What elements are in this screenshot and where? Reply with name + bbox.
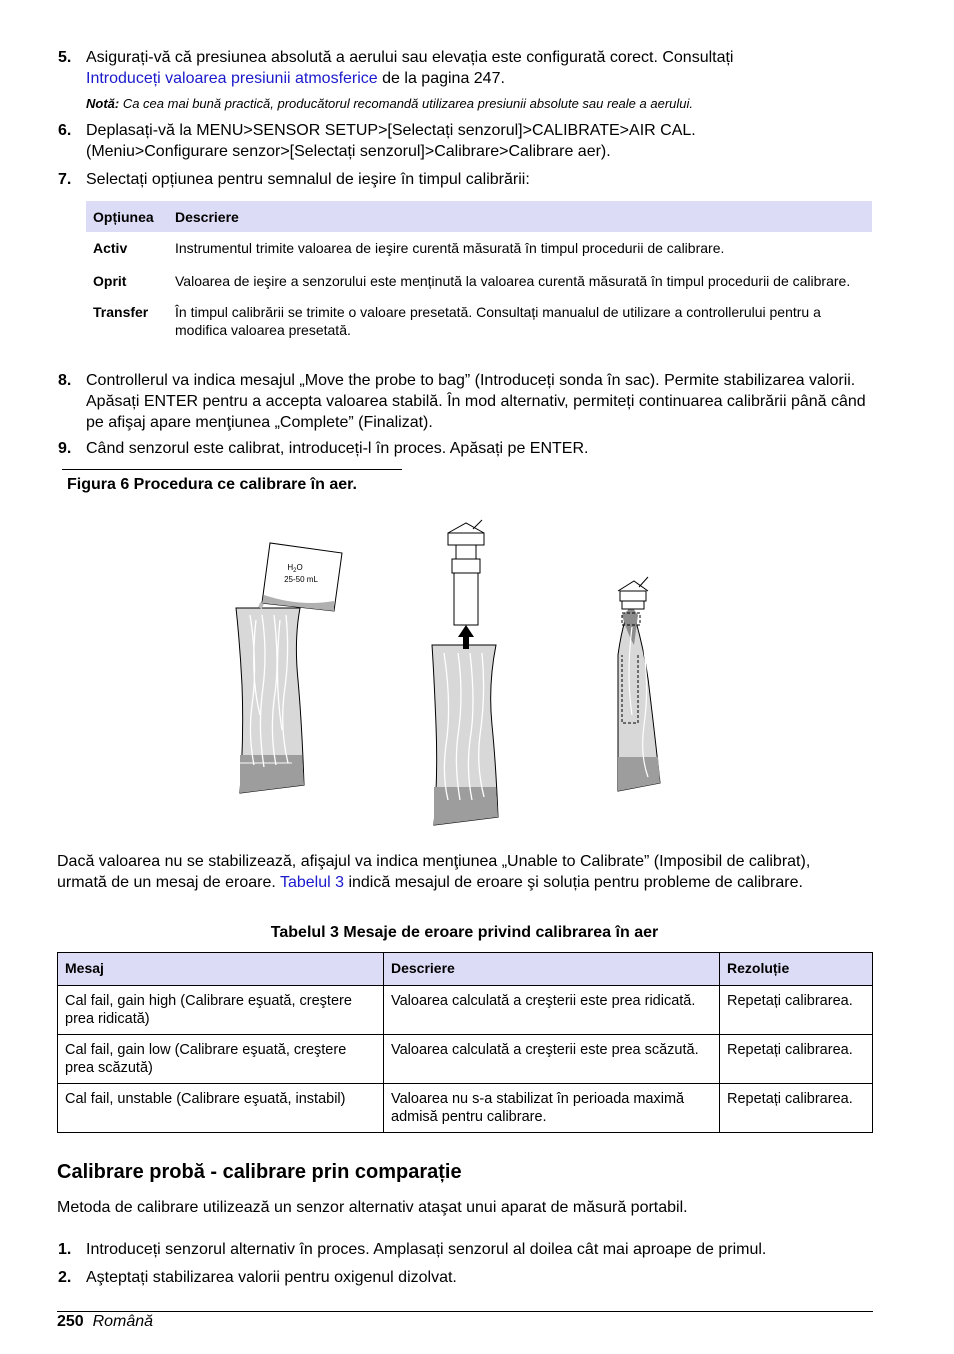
table-row — [86, 296, 872, 345]
options-table-header — [86, 201, 872, 232]
header-resolution: Rezoluție — [720, 953, 873, 986]
figure-rule — [62, 469, 402, 470]
step-5 — [58, 47, 878, 89]
error-description: Valoarea calculată a creşterii este prea scăzută. — [384, 1035, 720, 1084]
footer-language: Română — [92, 1313, 154, 1330]
header-description: Descriere — [168, 201, 872, 232]
option-description: Valoarea de ieşire a senzorului este menținută la valoarea curentă măsurată în timpul procedurii de calibrare. — [175, 273, 851, 289]
step-text-line1: Deplasați-vă la MENU>SENSOR SETUP>[Selectați senzorul]>CALIBRATE>AIR CAL. — [86, 122, 696, 139]
option-description: În timpul calibrării se trimite o valoare presetată. Consultați manualul de utilizare a controllerului pentru a modifica valoarea presetată. — [175, 304, 821, 338]
error-resolution: Repetați calibrarea. — [720, 986, 873, 1035]
table-row — [58, 1084, 873, 1133]
calibration-paragraph — [57, 851, 857, 893]
option-name: Oprit — [93, 273, 127, 289]
bag-with-probe-icon — [432, 520, 498, 825]
step-6 — [58, 120, 878, 162]
section-title: Calibrare probă - calibrare prin comparație — [57, 1161, 462, 1183]
section-step-2 — [58, 1267, 878, 1288]
beaker-formula-end: O — [296, 563, 303, 572]
error-table-header — [58, 953, 873, 986]
step-text: Introduceți senzorul alternativ în proces. Amplasați senzorul al doilea cât mai aproape de primul. — [86, 1241, 767, 1258]
step-text: Când senzorul este calibrat, introduceți-l în proces. Apăsați pe ENTER. — [86, 440, 589, 457]
page-number: 250 — [57, 1313, 84, 1330]
table-row — [86, 266, 872, 296]
step-number: 2. — [58, 1269, 72, 1286]
error-messages-table — [57, 952, 873, 1133]
note-text: Ca cea mai bună practică, producătorul recomandă utilizarea presiunii absolute sau reale a aerului. — [119, 96, 693, 111]
step-number: 9. — [58, 440, 72, 457]
step-number: 1. — [58, 1241, 72, 1258]
link-atmospheric-pressure[interactable]: Introduceți valoarea presiunii atmosferice — [86, 70, 378, 87]
option-name: Activ — [93, 240, 128, 256]
step-text: Controllerul va indica mesajul „Move the probe to bag” (Introduceți sonda în sac). Permite stabilizarea valorii. Apăsați ENTER pentru a accepta valoarea stabilă. În mod alternativ, permiteți continuarea calibrării până când pe afişaj apare menţiunea „Complete” (Finalizat). — [86, 372, 866, 431]
table-caption: Tabelul 3 Mesaje de eroare privind calibrarea în aer — [270, 924, 659, 941]
error-message: Cal fail, unstable (Calibrare eşuată, instabil) — [58, 1084, 384, 1133]
paragraph-text: Dacă valoarea nu se stabilizează, afişajul va indica menţiunea „Unable to Calibrate” (Imposibil de calibrat), urmată de un mesaj de eroare. — [57, 853, 811, 891]
air-calibration-illustration — [170, 515, 730, 830]
error-message: Cal fail, gain low (Calibrare eşuată, creştere prea scăzută) — [58, 1035, 384, 1084]
note — [86, 95, 886, 113]
bag-with-water-icon — [236, 608, 304, 793]
step-text-after: de la pagina 247. — [377, 70, 505, 87]
step-8 — [58, 370, 868, 433]
header-description: Descriere — [384, 953, 720, 986]
error-description: Valoarea nu s-a stabilizat în perioada maximă admisă pentru calibrare. — [384, 1084, 720, 1133]
section-step-1 — [58, 1239, 878, 1260]
beaker-icon — [250, 543, 342, 611]
step-text: Selectați opțiunea pentru semnalul de ieşire în timpul calibrării: — [86, 171, 530, 188]
table-row — [58, 1035, 873, 1084]
step-number: 5. — [58, 49, 72, 66]
step-text: Asigurați-vă că presiunea absolută a aerului sau elevația este configurată corect. Consultați — [86, 49, 734, 66]
options-table — [86, 201, 872, 345]
option-name: Transfer — [93, 304, 149, 320]
error-resolution: Repetați calibrarea. — [720, 1035, 873, 1084]
step-text-line2: (Meniu>Configurare senzor>[Selectați senzorul]>Calibrare>Calibrare aer). — [86, 143, 611, 160]
step-7 — [58, 169, 878, 190]
beaker-formula: H — [287, 563, 294, 572]
table-row — [58, 986, 873, 1035]
link-table-3[interactable]: Tabelul 3 — [279, 874, 344, 891]
error-description: Valoarea calculată a creşterii este prea ridicată. — [384, 986, 720, 1035]
step-number: 7. — [58, 171, 72, 188]
step-text: Aşteptați stabilizarea valorii pentru oxigenul dizolvat. — [86, 1269, 457, 1286]
paragraph-text-after: indică mesajul de eroare şi soluția pentru probleme de calibrare. — [344, 874, 803, 891]
section-intro: Metoda de calibrare utilizează un senzor alternativ ataşat unui aparat de măsură portabil. — [57, 1199, 688, 1216]
beaker-volume: 25-50 mL — [284, 575, 318, 584]
table-row — [86, 232, 872, 266]
step-number: 6. — [58, 122, 72, 139]
footer-rule — [57, 1311, 873, 1312]
note-label: Notă: — [86, 96, 120, 111]
header-option: Opțiunea — [86, 201, 168, 232]
header-message: Mesaj — [58, 953, 384, 986]
error-resolution: Repetați calibrarea. — [720, 1084, 873, 1133]
sealed-bag-with-probe-icon — [618, 577, 660, 791]
step-9 — [58, 438, 878, 459]
beaker-formula-sub: 2 — [293, 568, 297, 574]
step-number: 8. — [58, 372, 72, 389]
figure-caption: Figura 6 Procedura ce calibrare în aer. — [67, 476, 357, 493]
page-footer — [57, 1313, 153, 1331]
error-message: Cal fail, gain high (Calibrare eşuată, creştere prea ridicată) — [58, 986, 384, 1035]
option-description: Instrumentul trimite valoarea de ieşire curentă măsurată în timpul procedurii de calibrare. — [175, 240, 725, 256]
